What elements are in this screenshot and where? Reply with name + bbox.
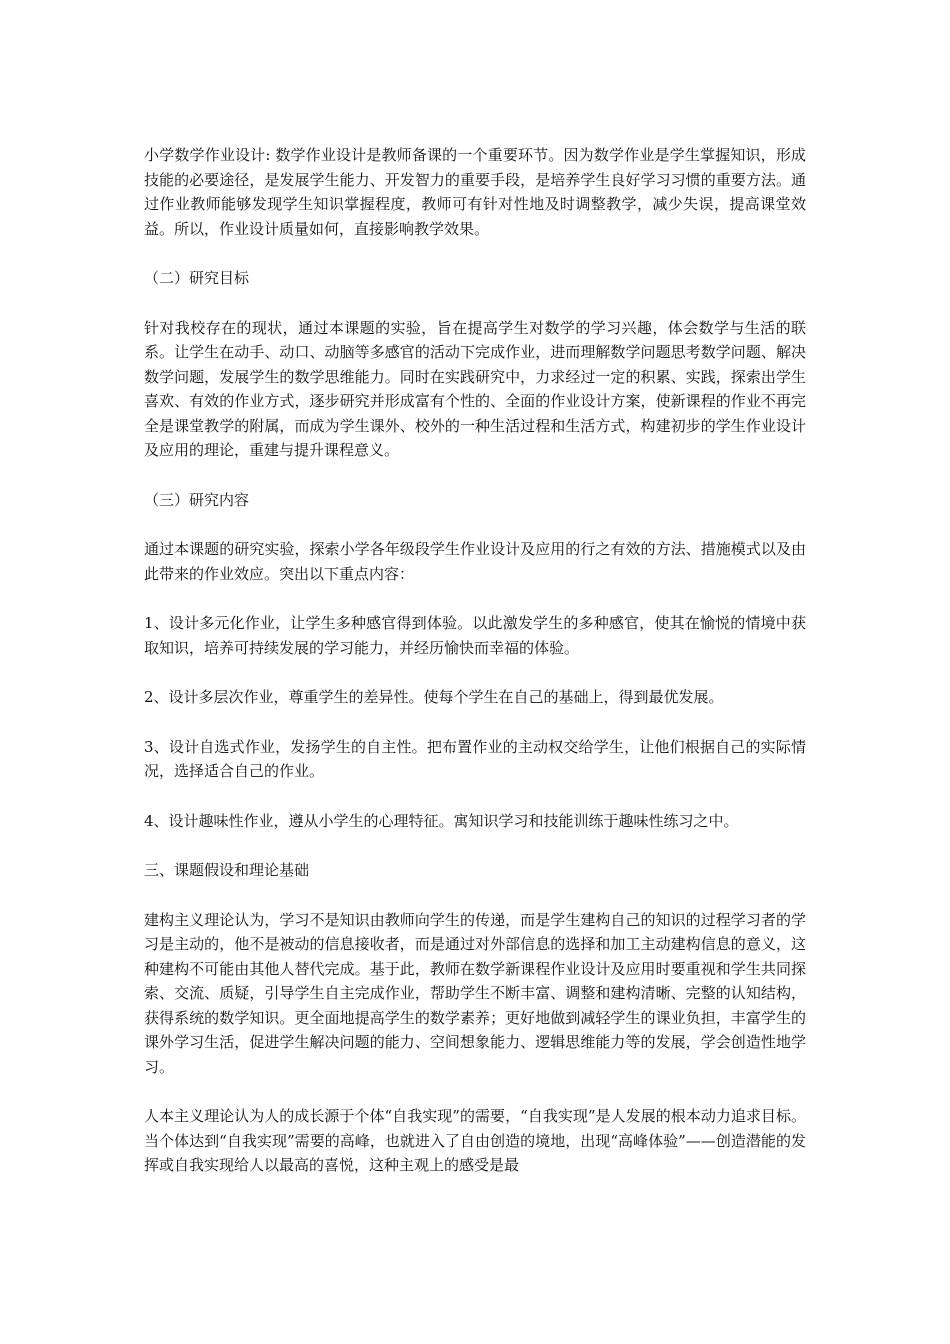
list-item-1: 1、设计多元化作业，让学生多种感官得到体验。以此激发学生的多种感官，使其在愉悦的情境中获取知识，培养可持续发展的学习能力，并经历愉快而幸福的体验。 [144,614,806,657]
research-content-paragraph: 通过本课题的研究实验，探索小学各年级段学生作业设计及应用的行之有效的方法、措施模式以及由此带来的作业效应。突出以下重点内容： [144,540,806,583]
constructivism-paragraph: 建构主义理论认为，学习不是知识由教师向学生的传递，而是学生建构自己的知识的过程学习者的学习是主动的，他不是被动的信息接收者，而是通过对外部信息的选择和加工主动建构信息的意义，这种建构不可能由其他人替代完成。基于此，教师在数学新课程作业设计及应用时要重视和学生共同探索、交流、质疑，引导学生自主完成作业，帮助学生不断丰富、调整和建构清晰、完整的认知结构，获得系统的数学知识。更全面地提高学生的数学素养；更好地做到减轻学生的课业负担，丰富学生的课外学习生活，促进学生解决问题的能力、空间想象能力、逻辑思维能力等的发展，学会创造性地学习。 [144,910,806,1076]
section-heading-hypothesis: 三、课题假设和理论基础 [144,861,310,879]
list-item-4: 4、设计趣味性作业，遵从小学生的心理特征。寓知识学习和技能训练于趣味性练习之中。 [144,811,739,830]
section-heading-research-goals: （二）研究目标 [144,269,250,287]
section-heading-research-content: （三）研究内容 [144,490,250,509]
list-item-3: 3、设计自选式作业，发扬学生的自主性。把布置作业的主动权交给学生，让他们根据自己的实际情况，选择适合自己的作业。 [144,737,806,780]
list-item-2: 2、设计多层次作业，尊重学生的差异性。使每个学生在自己的基础上，得到最优发展。 [144,688,724,706]
document-page [144,143,806,1203]
humanism-paragraph: 人本主义理论认为人的成长源于个体“自我实现”的需要，“自我实现”是人发展的根本动力追求目标。当个体达到“自我实现”需要的高峰，也就进入了自由创造的境地，出现“高峰体验”——创造潜能的发挥或自我实现给人以最高的喜悦，这种主观上的感受是最 [144,1107,806,1174]
intro-paragraph: 小学数学作业设计: 数学作业设计是教师备课的一个重要环节。因为数学作业是学生掌握知识，形成技能的必要途径，是发展学生能力、开发智力的重要手段，是培养学生良好学习习惯的重要方法。通过作业教师能够发现学生知识掌握程度，教师可有针对性地及时调整教学，减少失误，提高课堂效益。所以，作业设计质量如何，直接影响教学效果。 [144,146,806,238]
research-goals-paragraph: 针对我校存在的现状，通过本课题的实验，旨在提高学生对数学的学习兴趣，体会数学与生活的联系。让学生在动手、动口、动脑等多感官的活动下完成作业，进而理解数学问题思考数学问题、解决数学问题，发展学生的数学思维能力。同时在实践研究中，力求经过一定的积累、实践，探索出学生喜欢、有效的作业方式，逐步研究并形成富有个性的、全面的作业设计方案，使新课程的作业不再完全是课堂教学的附属，而成为学生课外、校外的一种生活过程和生活方式，构建初步的学生作业设计及应用的理论，重建与提升课程意义。 [144,318,806,459]
